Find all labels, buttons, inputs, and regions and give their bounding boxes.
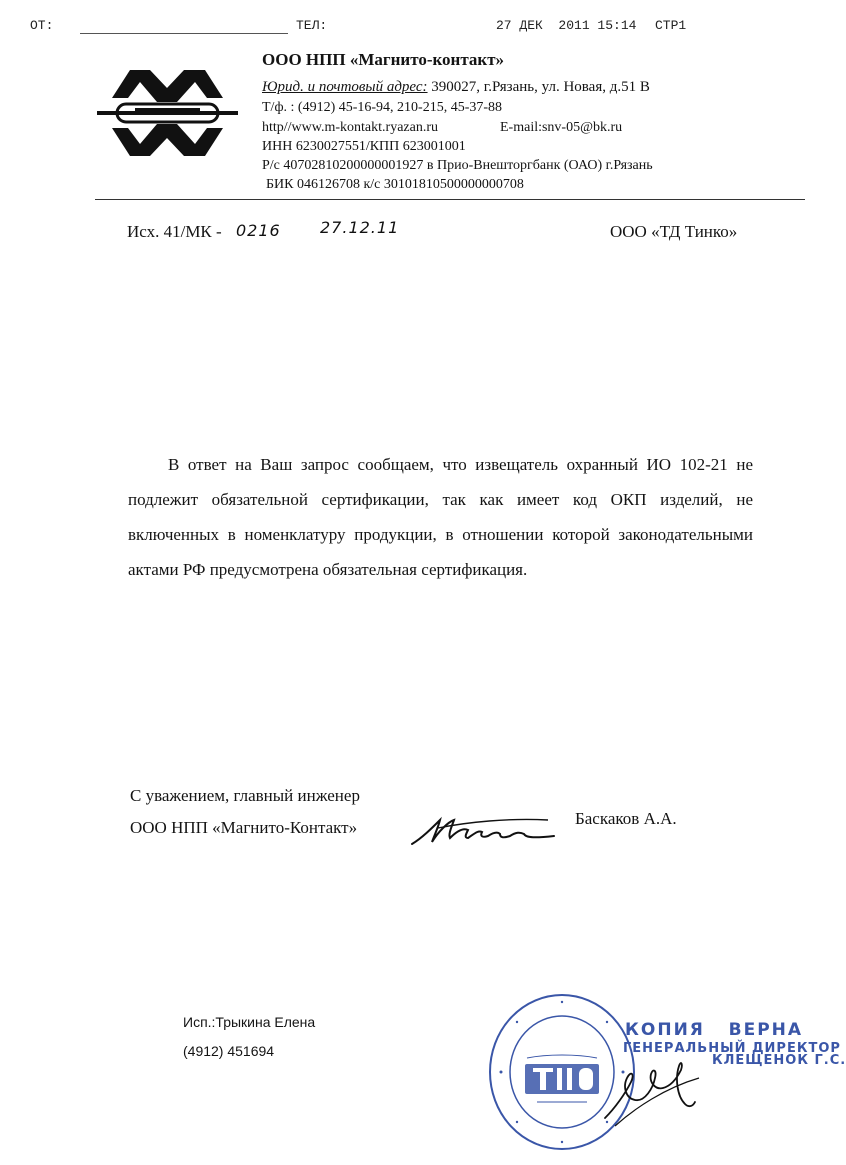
- copy-stamp-name: КЛЕЩЕНОК Г.С.: [712, 1053, 846, 1068]
- closing-organization: ООО НПП «Магнито-Контакт»: [130, 818, 358, 837]
- recipient: ООО «ТД Тинко»: [610, 222, 738, 241]
- fax-datetime: 27 ДЕК 2011 15:14: [496, 18, 637, 33]
- signature-icon: [408, 808, 558, 850]
- letter-body: В ответ на Ваш запрос сообщаем, что извещатель охранный ИО 102-21 не подлежит обязательной сертификации, так как имеет код ОКП изделий, не включенных в номенклатуру продукции, в отношении которой законодательными актами РФ предусмотрена обязательная сертификация.: [128, 455, 753, 579]
- outgoing-ref-label: Исх. 41/МК -: [127, 222, 226, 241]
- fax-page-number: СТР1: [655, 18, 687, 33]
- copy-stamp-title: КОПИЯ ВЕРНА: [625, 1020, 804, 1040]
- letterhead-divider: [95, 199, 805, 200]
- closing-regards: С уважением, главный инженер: [130, 786, 360, 805]
- outgoing-ref-date: 27.12.11: [320, 218, 400, 237]
- bank-account-line: Р/с 40702810200000001927 в Прио-Внешторгбанк (ОАО) г.Рязань: [262, 158, 653, 173]
- outgoing-ref-number: 0216: [236, 221, 281, 240]
- signer-name: Баскаков А.А.: [575, 809, 677, 828]
- fax-tel-label: ТЕЛ:: [296, 18, 328, 33]
- phone-line: Т/ф. : (4912) 45-16-94, 210-215, 45-37-88: [262, 100, 503, 115]
- fax-from-label: ОТ:: [30, 18, 54, 33]
- magnito-kontakt-logo-icon: [95, 70, 240, 156]
- company-name: ООО НПП «Магнито-контакт»: [262, 50, 505, 69]
- address-line: [262, 79, 650, 96]
- address-value: 390027, г.Рязань, ул. Новая, д.51 В: [427, 79, 650, 95]
- fax-from-underline: [80, 33, 288, 34]
- website-link[interactable]: http//www.m-kontakt.ryazan.ru: [262, 120, 438, 135]
- bik-line: БИК 046126708 к/с 30101810500000000708: [266, 177, 524, 192]
- executor-phone: (4912) 451694: [183, 1043, 275, 1059]
- director-signature-icon: [595, 1048, 705, 1128]
- executor-name: Исп.:Трыкина Елена: [183, 1014, 316, 1030]
- email-link[interactable]: E-mail:snv-05@bk.ru: [500, 120, 623, 135]
- address-label: Юрид. и почтовый адрес:: [262, 79, 428, 95]
- copy-stamp-position: ГЕНЕРАЛЬНЫЙ ДИРЕКТОР: [623, 1041, 841, 1056]
- inn-line: ИНН 6230027551/КПП 623001001: [262, 139, 466, 154]
